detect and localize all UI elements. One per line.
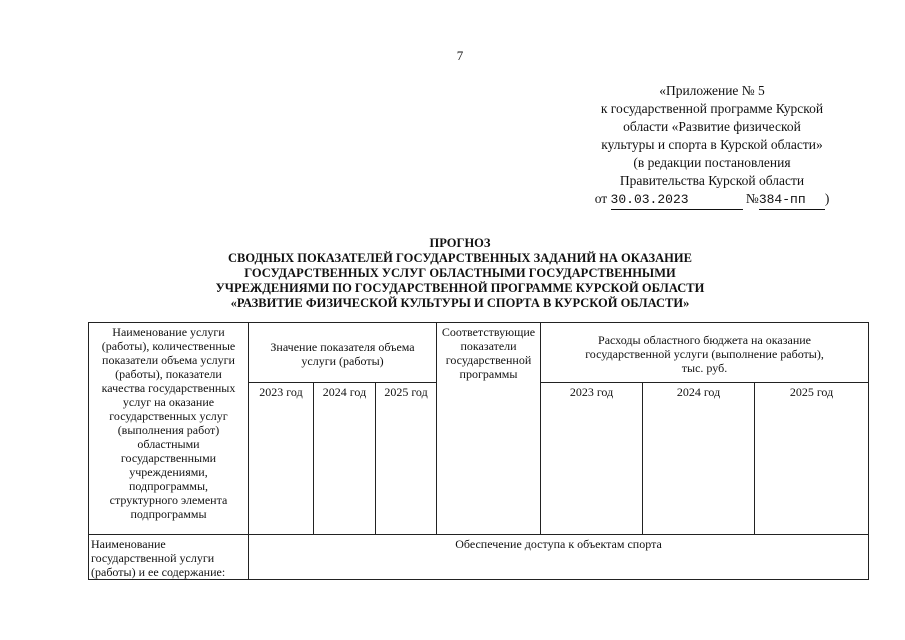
closing-paren: )	[824, 191, 830, 206]
appendix-line: области «Развитие физической	[623, 119, 801, 134]
number-prefix: №	[745, 191, 759, 206]
forecast-table	[88, 322, 869, 580]
date-prefix: от	[594, 191, 608, 206]
title-line: «РАЗВИТИЕ ФИЗИЧЕСКОЙ КУЛЬТУРЫ И СПОРТА В КУРСКОЙ ОБЛАСТИ»	[230, 296, 690, 310]
document-title	[150, 236, 770, 311]
year-header-2023: 2023 год	[249, 383, 314, 535]
appendix-line: культуры и спорта в Курской области»	[601, 137, 823, 152]
expense-year-2024: 2024 год	[643, 383, 755, 535]
appendix-line: к государственной программе Курской	[600, 101, 824, 116]
appendix-block	[566, 82, 858, 210]
header-program-indicators: Соответствующие показатели государственной программы	[437, 323, 541, 535]
header-indicator-value: Значение показателя объема услуги (работы)	[249, 323, 437, 383]
appendix-date-line	[566, 190, 858, 210]
row-label-service: Наименование государственной услуги (работы) и ее содержание:	[89, 535, 249, 580]
year-header-2024: 2024 год	[314, 383, 376, 535]
title-line: ГОСУДАРСТВЕННЫХ УСЛУГ ОБЛАСТНЫМИ ГОСУДАРСТВЕННЫМИ	[244, 266, 676, 280]
title-line: ПРОГНОЗ	[429, 236, 491, 250]
row-value-service: Обеспечение доступа к объектам спорта	[249, 535, 869, 580]
expense-year-2023: 2023 год	[541, 383, 643, 535]
appendix-line: «Приложение № 5	[659, 83, 765, 98]
date-value: 30.03.2023	[611, 191, 743, 210]
title-line: СВОДНЫХ ПОКАЗАТЕЛЕЙ ГОСУДАРСТВЕННЫХ ЗАДАНИЙ НА ОКАЗАНИЕ	[228, 251, 692, 265]
header-service-name: Наименование услуги (работы), количественные показатели объема услуги (работы), показатели качества государственных услуг на оказание государственных услуг (выполнения работ) областными государственными учреждениями, подпрограммы, структурного элемента подпрограммы	[89, 323, 249, 535]
appendix-line: Правительства Курской области	[619, 173, 805, 188]
title-line: УЧРЕЖДЕНИЯМИ ПО ГОСУДАРСТВЕННОЙ ПРОГРАММЕ КУРСКОЙ ОБЛАСТИ	[215, 281, 705, 295]
year-header-2025: 2025 год	[376, 383, 437, 535]
expense-year-2025: 2025 год	[755, 383, 869, 535]
number-value: 384-пп	[759, 191, 825, 210]
page-number: 7	[456, 48, 464, 63]
appendix-line: (в редакции постановления	[633, 155, 791, 170]
header-budget-expenses: Расходы областного бюджета на оказание государственной услуги (выполнение работы), тыс. руб.	[541, 323, 869, 383]
